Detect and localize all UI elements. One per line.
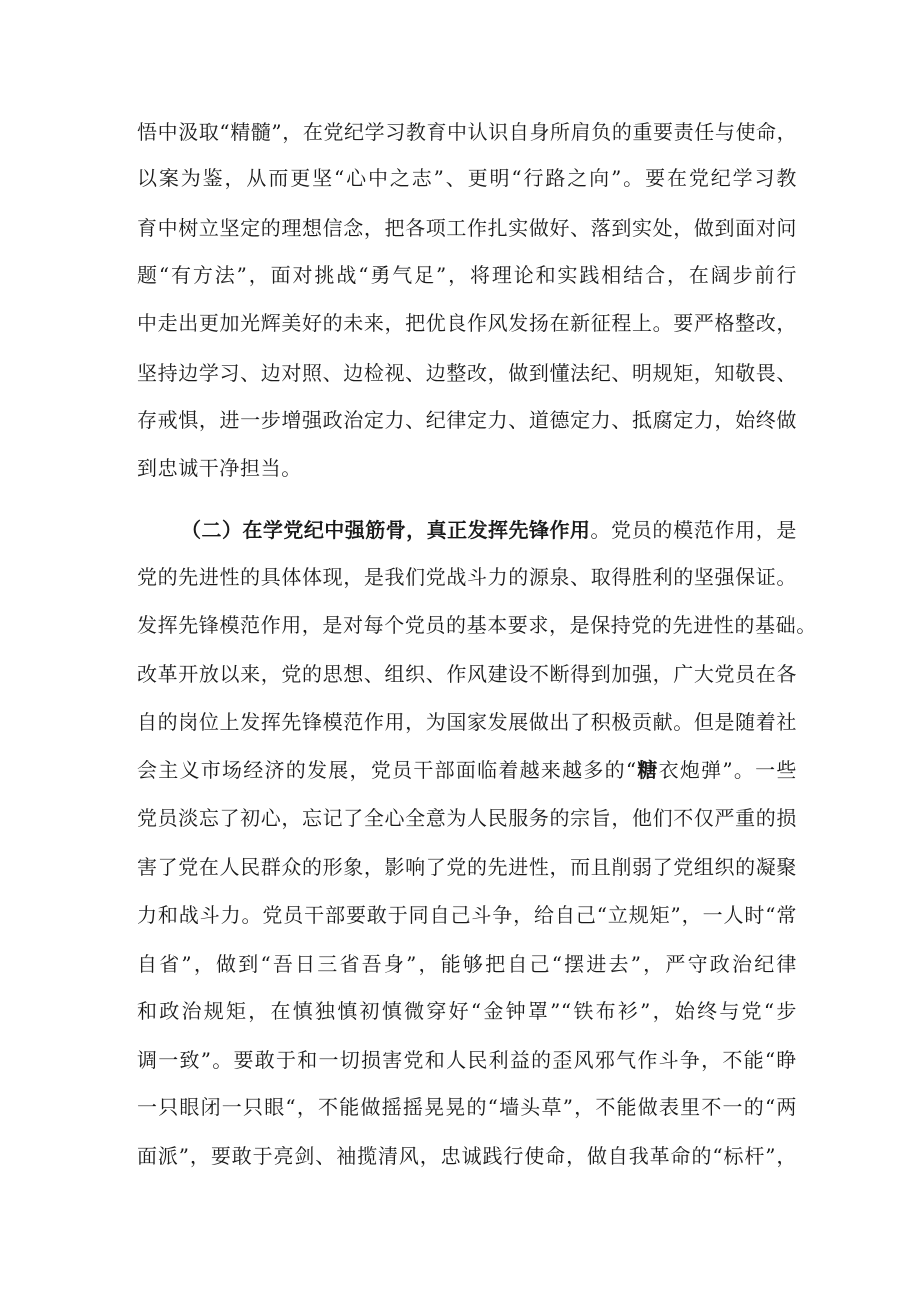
paragraph-2-line-8: 害了党在人民群众的形象，影响了党的先进性，而且削弱了党组织的凝聚 — [137, 855, 797, 879]
paragraph-2-line-1-text: 。党员的模范作用，是 — [590, 518, 798, 542]
paragraph-1-line-8: 到忠诚干净担当。 — [137, 456, 302, 480]
paragraph-2-line-7: 党员淡忘了初心，忘记了全心全意为人民服务的宗旨，他们不仅严重的损 — [137, 806, 797, 830]
paragraph-2-line-10: 自省”，做到“吾日三省吾身”，能够把自己“摆进去”，严守政治纪律 — [137, 952, 797, 976]
paragraph-2-line-12: 调一致”。要敢于和一切损害党和人民利益的歪风邪气作斗争，不能“睁 — [137, 1048, 797, 1072]
paragraph-1-line-4: 题“有方法”，面对挑战“勇气足”，将理论和实践相结合，在阔步前行 — [137, 263, 797, 287]
paragraph-2-line-6 — [137, 750, 797, 790]
paragraph-2-line-4: 改革开放以来，党的思想、组织、作风建设不断得到加强，广大党员在各 — [137, 662, 797, 686]
paragraph-2-line-5: 自的岗位上发挥先锋模范作用，为国家发展做出了积极贡献。但是随着社 — [137, 710, 797, 734]
paragraph-1-line-1: 悟中汲取“精髓”，在党纪学习教育中认识自身所肩负的重要责任与使命， — [137, 120, 798, 144]
paragraph-1-line-3: 育中树立坚定的理想信念，把各项工作扎实做好、落到实处，做到面对问 — [137, 216, 797, 240]
paragraph-2-line-13: 一只眼闭一只眼“，不能做摇摇晃晃的“墙头草”，不能做表里不一的“两 — [137, 1095, 797, 1119]
paragraph-1-line-6: 坚持边学习、边对照、边检视、边整改，做到懂法纪、明规矩，知敬畏、 — [137, 361, 797, 385]
emphasis-char: 糖 — [636, 758, 659, 782]
paragraph-1-line-2: 以案为鉴，从而更坚“心中之志”、更明“行路之向”。要在党纪学习教 — [137, 166, 797, 190]
paragraph-2-line-2: 党的先进性的具体体现，是我们党战斗力的源泉、取得胜利的坚强保证。 — [137, 565, 797, 589]
paragraph-2-line-1 — [181, 510, 797, 550]
paragraph-2-line-6-after: 衣炮弹”。一些 — [658, 758, 797, 782]
paragraph-2-line-3: 发挥先锋模范作用，是对每个党员的基本要求，是保持党的先进性的基础。 — [137, 613, 817, 637]
paragraph-2-line-9: 力和战斗力。党员干部要敢于同自己斗争，给自己“立规矩”，一人时“常 — [137, 903, 797, 927]
paragraph-2-line-14: 面派”，要敢于亮剑、袖揽清风，忠诚践行使命，做自我革命的“标杆”， — [137, 1144, 797, 1168]
section-heading: （二）在学党纪中强筋骨，真正发挥先锋作用 — [181, 518, 591, 542]
paragraph-1-line-7: 存戒惧，进一步增强政治定力、纪律定力、道德定力、抵腐定力，始终做 — [137, 408, 797, 432]
paragraph-2-line-6-before: 会主义市场经济的发展，党员干部面临着越来越多的“ — [137, 758, 637, 782]
paragraph-2-line-11: 和政治规矩，在慎独慎初慎微穿好“金钟罩”“铁布衫”，始终与党“步 — [137, 999, 797, 1023]
paragraph-1-line-5: 中走出更加光辉美好的未来，把优良作风发扬在新征程上。要严格整改， — [137, 311, 797, 335]
